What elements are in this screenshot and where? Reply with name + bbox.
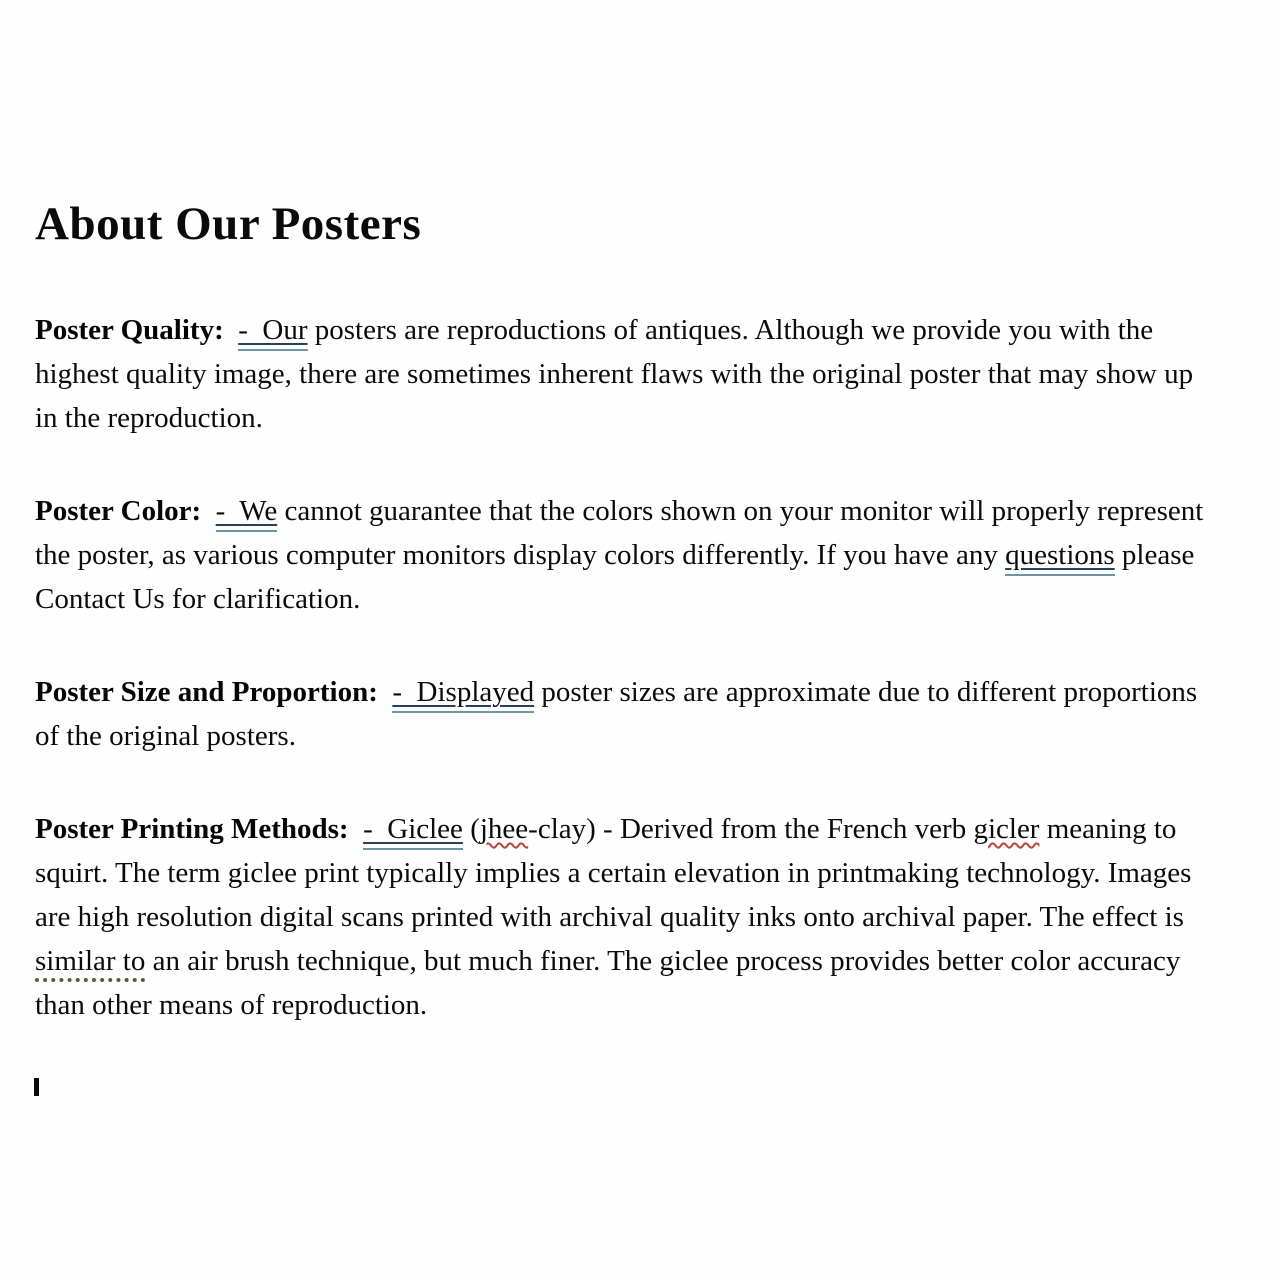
underlined-link-text[interactable]: - Displayed — [392, 676, 534, 713]
underlined-link-text[interactable]: - Our — [238, 314, 307, 351]
section-heading: Poster Quality: — [35, 314, 224, 346]
section-heading: Poster Printing Methods: — [35, 813, 349, 845]
paragraph-text — [378, 676, 393, 708]
document-content — [35, 196, 1215, 1076]
underlined-link-text[interactable]: questions — [1005, 539, 1115, 576]
underlined-link-text[interactable]: - We — [216, 495, 278, 532]
dotted-underline-text: similar to — [35, 945, 145, 982]
paragraph-list — [35, 308, 1215, 1027]
section-heading: Poster Color: — [35, 495, 202, 527]
paragraph-text: an air brush technique, but much finer. The giclee process provides better color accuracy than other means of reproduction. — [35, 945, 1188, 1021]
paragraph-text — [201, 495, 216, 527]
page-title: About Our Posters — [35, 198, 422, 250]
paragraph-text: cannot guarantee that the colors shown on your monitor will properly represent the poster, as various computer monitors display colors differently. If you have any — [35, 495, 1211, 571]
spellcheck-flagged-word: gicler — [973, 813, 1040, 845]
paragraph-poster-size-and-proportion — [35, 670, 1215, 758]
underlined-link-text[interactable]: - Giclee — [363, 813, 463, 850]
paragraph-poster-color — [35, 489, 1215, 621]
paragraph-text — [349, 813, 364, 845]
paragraph-text: poster sizes are approximate due to different proportions of the original posters. — [35, 676, 1205, 752]
paragraph-text: please Contact Us for clarification. — [35, 539, 1202, 615]
spellcheck-flagged-word: jhee — [479, 813, 529, 845]
section-heading: Poster Size and Proportion: — [35, 676, 378, 708]
paragraph-poster-quality — [35, 308, 1215, 440]
paragraph-text — [224, 314, 239, 346]
paragraph-text: posters are reproductions of antiques. Although we provide you with the highest quality image, there are sometimes inherent flaws with the original poster that may show up in the reproduction. — [35, 314, 1201, 434]
text-caret-mark — [34, 1078, 39, 1096]
paragraph-poster-printing-methods — [35, 807, 1215, 1027]
paragraph-text: -clay) - Derived from the French verb — [528, 813, 974, 845]
paragraph-text: meaning to squirt. The term giclee print typically implies a certain elevation in printmaking technology. Images are high resolution digital scans printed with archival quality inks onto archival paper. The effect is — [35, 813, 1199, 933]
paragraph-text: ( — [462, 813, 480, 845]
